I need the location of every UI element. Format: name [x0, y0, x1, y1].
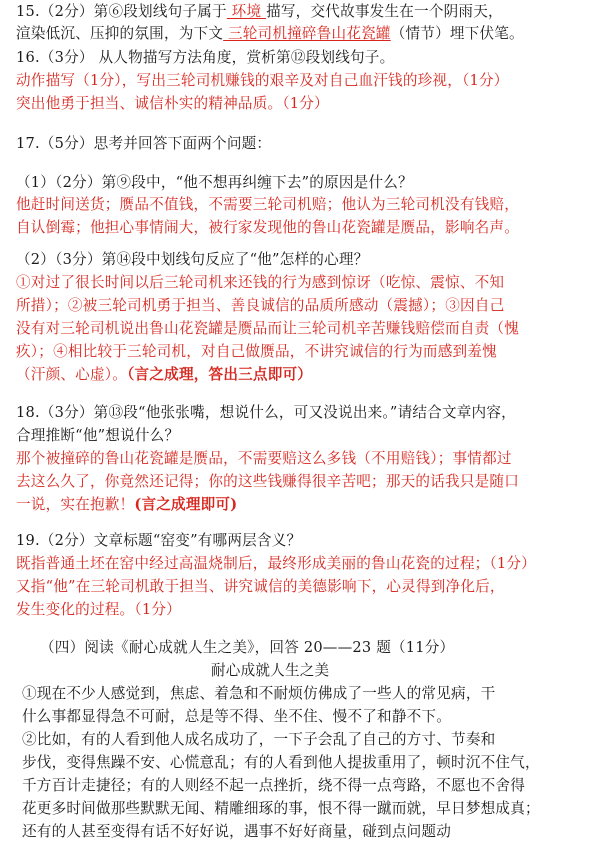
q17-sub1-question: （1）（2分）第⑨段中，“他不想再纠缠下去”的原因是什么？ [16, 174, 413, 191]
q15-text: 15.（2分）第⑥段划线句子属于 [16, 3, 227, 20]
q19-answer-line: 发生变化的过程。（1分） [16, 601, 181, 618]
q17-sub2-answer-text: （汗颜、心虚）。 [16, 366, 128, 383]
q17-scoring-note: （言之成理，答出三点即可） [127, 366, 313, 383]
q17-question: 17.（5分）思考并回答下面两个问题： [16, 135, 272, 152]
q16-question: 16.（3分） 从人物描写方法角度，赏析第⑫段划线句子。 [16, 49, 395, 66]
q16-answer-line: 动作描写（1分），写出三轮司机赚钱的艰辛及对自己血汗钱的珍视，（1分） [16, 72, 509, 89]
q18-answer-line: 去这么久了，你竟然还记得；你的这些钱赚得很辛苦吧；那天的话我只是随口 [16, 473, 519, 490]
q18-answer-line: 那个被撞碎的鲁山花瓷罐是赝品，不需要赔这么多钱（不用赔钱）；事情都过 [16, 450, 512, 467]
q16-answer-line: 突出他勇于担当、诚信朴实的精神品质。（1分） [16, 95, 329, 112]
q15-line-2 [16, 24, 524, 44]
q15-line-1 [16, 2, 503, 22]
q17-sub2-answer-line: ①对过了很长时间以后三轮司机来还钱的行为感到惊讶（吃惊、震惊、不知 [16, 274, 505, 291]
q17-sub2-question: （2）（3分）第⑭段中划线句反应了“他”怎样的心理？ [16, 251, 369, 268]
essay-paragraph-line: ①现在不少人感觉到，焦虑、着急和不耐烦仿佛成了一些人的常见病，干 [22, 685, 496, 702]
q15-text: 描写，交代故事发生在一个阴雨天， [266, 3, 503, 20]
q18-answer-line [16, 495, 237, 515]
q17-sub2-answer-line: 所措）；②被三轮司机勇于担当、善良诚信的品质所感动（震撼）；③因自己 [16, 297, 505, 314]
essay-paragraph-line: 什么事都显得急不可耐，总是等不得、坐不住、慢不了和静不下。 [22, 708, 452, 725]
q17-sub1-answer-line: 自认倒霉；他担心事情闹大，被行家发现他的鲁山花瓷罐是赝品，影响名声。 [16, 219, 519, 236]
q15-answer-blank-1: 环境 [226, 3, 267, 20]
q18-question-line: 合理推断“他”想说什么？ [16, 427, 180, 444]
q15-answer-blank-2: 三轮司机撞碎鲁山花瓷罐 [223, 25, 391, 42]
q17-sub1-answer-line: 他赶时间送货；赝品不值钱，不需要三轮司机赔；他认为三轮司机没有钱赔， [16, 196, 519, 213]
q18-question-line: 18.（3分）第⑬段“他张张嘴，想说什么，可又没说出来。”请结合文章内容， [16, 404, 516, 421]
q17-sub2-answer-line [16, 365, 312, 385]
essay-paragraph-line: 花更多时间做那些默默无闻、精雕细琢的事，恨不得一蹴而就，早日梦想成真； [22, 800, 540, 817]
essay-paragraph-line: 还有的人甚至变得有话不好好说，遇事不好好商量，碰到点问题动 [22, 823, 452, 840]
q19-question: 19.（2分）文章标题“窑变”有哪两层含义？ [16, 532, 302, 549]
q17-sub2-answer-line: 疚）；④相比较于三轮司机，对自己做赝品，不讲究诚信的行为而感到羞愧 [16, 343, 497, 360]
section-4-heading: （四）阅读《耐心成就人生之美》，回答 20——23 题（11分） [40, 639, 455, 656]
q19-answer-line: 既指普通土坯在窑中经过高温烧制后，最终形成美丽的鲁山花瓷的过程；（1分） [16, 555, 536, 572]
essay-paragraph-line: 千方百计走捷径；有的人则经不起一点挫折，绕不得一点弯路，不愿也不舍得 [22, 777, 525, 794]
q17-sub2-answer-line: 没有对三轮司机说出鲁山花瓷罐是赝品而让三轮司机辛苦赚钱赔偿而自责（愧 [16, 320, 519, 337]
essay-title: 耐心成就人生之美 [211, 662, 330, 679]
q18-scoring-note: (言之成理即可) [134, 496, 238, 513]
q19-answer-line: 又指“他”在三轮司机敢于担当、讲究诚信的美德影响下，心灵得到净化后， [16, 578, 505, 595]
q15-text: （情节）埋下伏笔。 [390, 25, 524, 42]
essay-paragraph-line: ②比如，有的人看到他人成名成功了，一下子会乱了自己的方寸、节奏和 [22, 731, 496, 748]
q15-text: 渲染低沉、压抑的氛围，为下文 [16, 25, 224, 42]
essay-paragraph-line: 步伐，变得焦躁不安、心慌意乱；有的人看到他人提拔重用了，顿时沉不住气， [22, 754, 540, 771]
q18-answer-text: 一说，实在抱歉！ [16, 496, 135, 513]
